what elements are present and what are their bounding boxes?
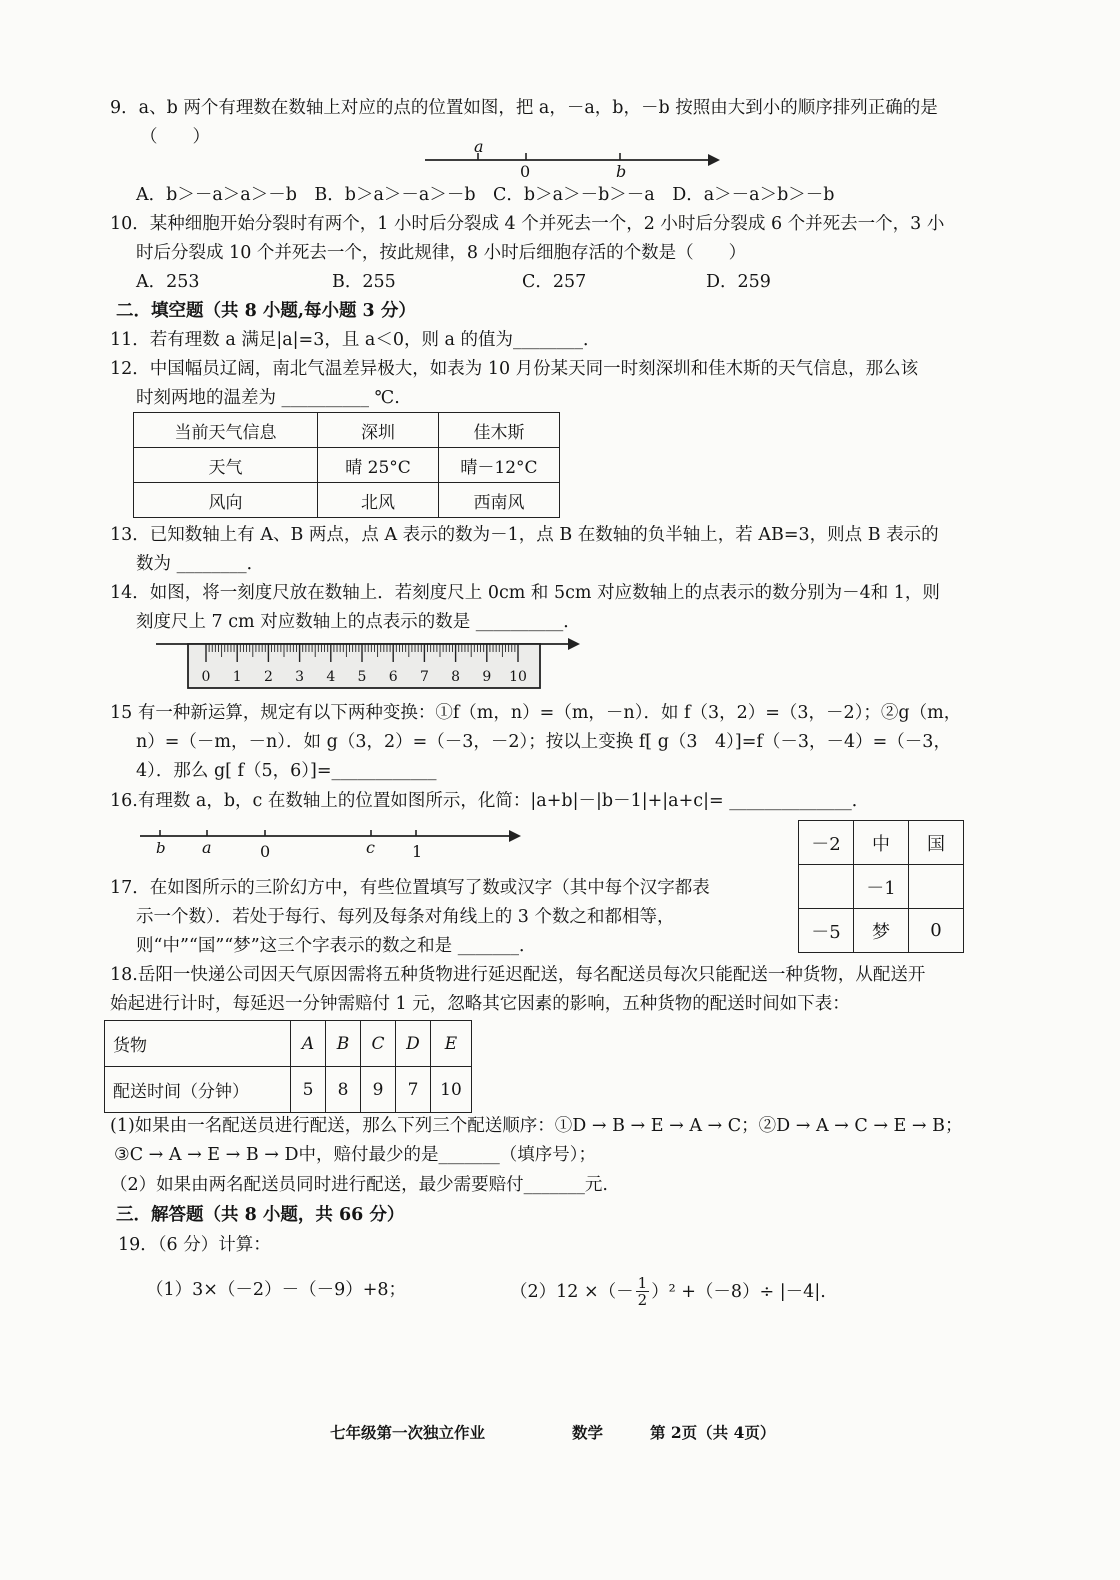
q16-number-line [135, 822, 535, 862]
q12-table-cell: 天气 [134, 448, 318, 483]
q18-table-cell: 货物 [105, 1021, 291, 1067]
magic-square-cell: －5 [799, 909, 854, 953]
q17-line1: 17．在如图所示的三阶幻方中，有些位置填写了数或汉字（其中每个汉字都表 [110, 878, 710, 898]
q12-table-cell: 西南风 [439, 483, 560, 518]
q12-weather-table [133, 412, 560, 518]
q9-line2: （ ） [140, 127, 210, 147]
q10-option-c: C．257 [522, 272, 587, 292]
q13-line1: 13．已知数轴上有 A、B 两点，点 A 表示的数为－1，点 B 在数轴的负半轴上，若 AB=3，则点 B 表示的 [110, 525, 939, 545]
q16-axis-c: c [366, 838, 375, 857]
q14-line1: 14．如图，将一刻度尺放在数轴上．若刻度尺上 0cm 和 5cm 对应数轴上的点表示的数分别为－4和 1，则 [110, 583, 940, 603]
magic-square-cell [799, 865, 854, 909]
q14-ruler-figure [150, 634, 590, 694]
q9-axis-zero: 0 [520, 162, 531, 180]
magic-square-cell [909, 865, 964, 909]
q16-axis-a: a [202, 838, 212, 857]
q19-title: 19．（6 分）计算： [118, 1235, 271, 1255]
q18-line1: 18.岳阳一快递公司因天气原因需将五种货物进行延迟配送，每名配送员每次只能配送一种货物，从配送开 [110, 965, 926, 985]
q15-line1: 15 有一种新运算，规定有以下两种变换：①f（m，n）=（m，－n）．如 f（3，2）=（3，－2）；②g（m， [110, 703, 962, 723]
fraction-denominator: 2 [637, 1291, 648, 1309]
ruler-label: 1 [232, 669, 242, 685]
q12-table-cell: 佳木斯 [439, 413, 560, 448]
section-3-heading: 三．解答题（共 8 小题，共 66 分） [116, 1205, 405, 1225]
q12-table-cell: 晴 25°C [318, 448, 439, 483]
q10-line1: 10．某种细胞开始分裂时有两个，1 小时后分裂成 4 个并死去一个，2 小时后分裂成 6 个并死去一个，3 小 [110, 214, 945, 234]
q15-line2: n）=（－m，－n）．如 g（3，2）=（－3，－2）；按以上变换 f[ g（3 4）]=f（－3，－4）=（－3， [136, 732, 951, 752]
q16-line1: 16.有理数 a，b，c 在数轴上的位置如图所示，化简：|a+b|－|b－1|+|a+c|= ______________． [110, 791, 870, 811]
q19-part2-prefix: （2）12 ×（－ [510, 1281, 634, 1302]
q19-part2 [510, 1275, 826, 1308]
q18-part2: （2）如果由两名配送员同时进行配送，最少需要赔付_______元. [110, 1175, 608, 1195]
ruler-label: 7 [419, 669, 429, 685]
q14-line2: 刻度尺上 7 cm 对应数轴上的点表示的数是 __________． [136, 612, 581, 632]
q9-line1: 9．a、b 两个有理数在数轴上对应的点的位置如图，把 a，－a，b，－b 按照由大到小的顺序排列正确的是 [110, 98, 938, 118]
q12-table-cell: 风向 [134, 483, 318, 518]
ruler-label: 0 [201, 669, 211, 685]
ruler-label: 3 [295, 669, 305, 685]
ruler-label: 8 [451, 669, 461, 685]
fraction-numerator: 1 [637, 1274, 648, 1292]
q11-text: 11．若有理数 a 满足|a|=3，且 a＜0，则 a 的值为________． [110, 330, 601, 350]
q9-number-line [420, 140, 730, 180]
q19-part2-suffix: ）² +（－8）÷ |－4|. [651, 1281, 826, 1302]
magic-square-cell: 中 [854, 821, 909, 865]
ruler-label: 6 [388, 669, 398, 685]
q12-table-cell: 深圳 [318, 413, 439, 448]
q19-fraction [636, 1275, 650, 1308]
footer-title: 七年级第一次独立作业 [330, 1423, 486, 1442]
q18-table-cell: 配送时间（分钟） [105, 1067, 291, 1113]
q18-table-cell: A [291, 1021, 326, 1067]
q16-axis-one: 1 [412, 842, 423, 861]
q18-table-cell: 7 [396, 1067, 431, 1113]
q12-line1: 12．中国幅员辽阔，南北气温差异极大，如表为 10 月份某天同一时刻深圳和佳木斯的天气信息，那么该 [110, 359, 919, 379]
q10-line2: 时后分裂成 10 个并死去一个，按此规律，8 小时后细胞存活的个数是（ ） [136, 243, 747, 263]
q18-table-cell: D [396, 1021, 431, 1067]
q12-table-cell: 晴－12°C [439, 448, 560, 483]
footer-page-number: 第 2页（共 4页） [650, 1423, 776, 1442]
q12-line2: 时刻两地的温差为 __________ ℃. [136, 388, 400, 408]
magic-square-cell: 梦 [854, 909, 909, 953]
q16-axis-b: b [156, 839, 166, 857]
q9-axis-a: a [474, 140, 484, 156]
ruler-label: 10 [509, 669, 527, 685]
q15-line3: 4）．那么 g[ f（5，6）]=____________ [136, 761, 437, 781]
q10-option-b: B．255 [332, 272, 396, 292]
magic-square-cell: －2 [799, 821, 854, 865]
q18-delivery-table [104, 1020, 472, 1113]
q16-axis-zero: 0 [260, 842, 271, 861]
footer-subject: 数学 [572, 1423, 604, 1442]
ruler-label: 5 [357, 669, 367, 685]
ruler-label: 4 [326, 669, 336, 685]
q18-table-cell: B [326, 1021, 361, 1067]
q18-table-cell: 5 [291, 1067, 326, 1113]
q10-option-a: A．253 [136, 272, 200, 292]
q10-option-d: D．259 [706, 272, 771, 292]
q9-axis-b: b [616, 162, 627, 180]
q18-part1-line1: (1)如果由一名配送员进行配送，那么下列三个配送顺序：①D → B → E → A → C；②D → A → C → E → B； [110, 1116, 963, 1136]
q13-line2: 数为 ________． [136, 554, 265, 574]
section-2-heading: 二．填空题（共 8 小题,每小题 3 分） [116, 301, 416, 321]
q12-table-cell: 当前天气信息 [134, 413, 318, 448]
q18-table-cell: 8 [326, 1067, 361, 1113]
q18-table-cell: 10 [431, 1067, 472, 1113]
q18-line2: 始起进行计时，每延迟一分钟需赔付 1 元，忽略其它因素的影响，五种货物的配送时间如下表： [110, 994, 850, 1014]
q17-magic-square [798, 820, 964, 953]
q17-line3: 则“中”“国”“梦”这三个字表示的数之和是 _______． [136, 936, 537, 956]
magic-square-cell: －1 [854, 865, 909, 909]
q19-part1: （1）3×（－2）－（－9）+8； [146, 1280, 406, 1300]
q18-table-cell: E [431, 1021, 472, 1067]
q12-table-cell: 北风 [318, 483, 439, 518]
magic-square-cell: 国 [909, 821, 964, 865]
magic-square-cell: 0 [909, 909, 964, 953]
q18-table-cell: C [361, 1021, 396, 1067]
q9-options: A．b＞－a＞a＞－b B．b＞a＞－a＞－b C．b＞a＞－b＞－a D．a＞－a＞b＞－b [136, 185, 835, 205]
q18-table-cell: 9 [361, 1067, 396, 1113]
ruler-label: 2 [263, 669, 273, 685]
q18-part1-line2: ③C → A → E → B → D中，赔付最少的是_______（填序号）； [114, 1145, 597, 1165]
q17-line2: 示一个数）．若处于每行、每列及每条对角线上的 3 个数之和都相等， [136, 907, 675, 927]
ruler-label: 9 [482, 669, 492, 685]
